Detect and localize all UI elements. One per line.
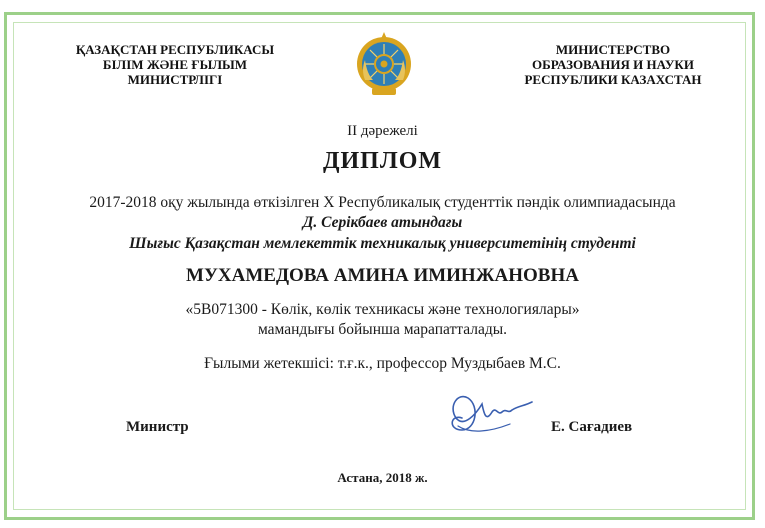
event-line: 2017-2018 оқу жылында өткізілген Х Республикалық студенттік пәндік олимпиадасында: [89, 194, 676, 211]
header-right-line: РЕСПУБЛИКИ КАЗАХСТАН: [524, 72, 702, 87]
supervisor-line: Ғылыми жетекшісі: т.ғ.к., профессор Муздыбаев М.С.: [204, 355, 561, 372]
header-right-russian: [468, 42, 758, 87]
diploma-degree: II дәрежелі: [347, 123, 418, 139]
signatory-name: Е. Сағадиев: [551, 419, 633, 435]
header-left-kazakh: [40, 42, 310, 87]
diploma-title: ДИПЛОМ: [322, 148, 443, 174]
handwritten-signature: [440, 384, 540, 440]
header-left-line: БІЛІМ ЖӘНЕ ҒЫЛЫМ: [102, 57, 248, 72]
header-right-line: МИНИСТЕРСТВО: [555, 42, 671, 57]
specialty-line-1: «5В071300 - Көлік, көлік техникасы және технологиялары»: [185, 301, 580, 318]
city-date: Астана, 2018 ж.: [337, 470, 428, 485]
header-left-line: МИНИСТРЛІГІ: [127, 72, 223, 87]
kazakhstan-state-emblem-icon: [355, 30, 413, 100]
university-line-1: Д. Серікбаев атындағы: [302, 214, 463, 231]
header-left-line: ҚАЗАҚСТАН РЕСПУБЛИКАСЫ: [75, 42, 275, 57]
specialty-line-2: мамандығы бойынша марапатталады.: [257, 321, 508, 338]
recipient-name: МУХАМЕДОВА АМИНА ИМИНЖАНОВНА: [186, 265, 579, 286]
university-line-2: Шығыс Қазақстан мемлекеттік техникалық университетінің студенті: [129, 235, 636, 252]
signatory-role: Министр: [126, 419, 189, 435]
header-right-line: ОБРАЗОВАНИЯ И НАУКИ: [532, 57, 694, 72]
